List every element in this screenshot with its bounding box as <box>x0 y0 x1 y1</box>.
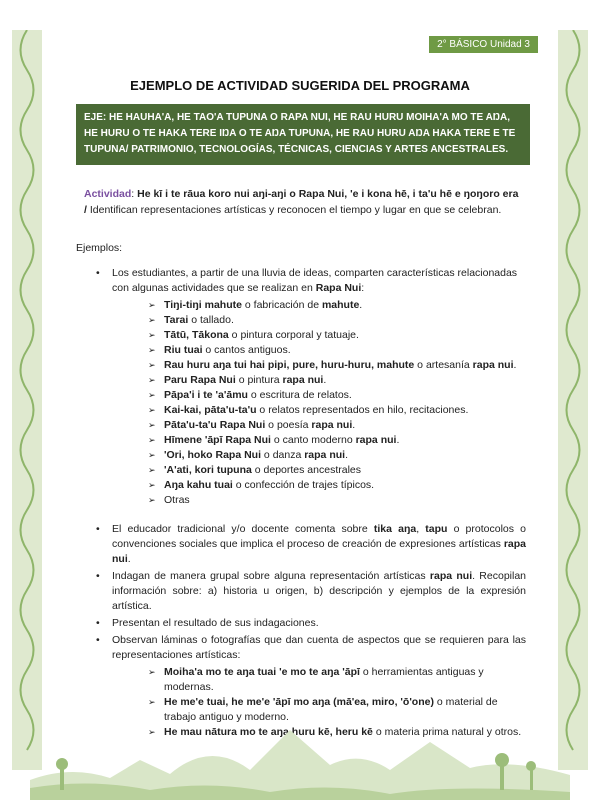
bullet-dot: • <box>96 523 100 535</box>
actividad-paragraph <box>84 186 520 218</box>
bullet-dot: • <box>96 634 100 646</box>
sub-item-bold: rapa nui <box>282 374 324 386</box>
sub-list-item <box>148 418 526 433</box>
list-item <box>96 266 526 296</box>
sub-item-bold: Paru Rapa Nui <box>164 374 236 386</box>
sub-item-bold: Tātū, Tākona <box>164 329 229 341</box>
sub-item-bold: rapa nui <box>304 449 346 461</box>
sub-item-bold: Kai-kai, pāta'u-ta'u <box>164 404 257 416</box>
arrow-bullet-icon: ➢ <box>148 360 156 370</box>
sub-item-text: Otras <box>164 494 190 506</box>
sub-list-item <box>148 343 526 358</box>
sub-item-bold: Hīmene 'āpī Rapa Nui <box>164 434 271 446</box>
eje-banner: EJE: HE HAUHA'A, HE TAO'A TUPUNA O RAPA NUI, HE RAU HURU MOIHA'A MO TE AŊA, HE HURU O TE HAKA TERE IŊA O TE AŊA TUPUNA, HE RAU HURU AŊA HAKA TERE E TE TUPUNA/ PATRIMONIO, TECNOLOGÍAS, TÉCNICAS, CIENCIAS Y ARTES ANCESTRALES. <box>76 104 530 165</box>
bullet-text: : <box>361 282 365 294</box>
sub-item-text: . <box>359 299 363 311</box>
arrow-bullet-icon: ➢ <box>148 480 156 490</box>
bullet-dot: • <box>96 267 100 279</box>
sub-item-bold: Pāpa'i i te 'a'āmu <box>164 389 248 401</box>
right-decorative-border <box>558 30 588 770</box>
actividad-colon: : <box>131 188 138 200</box>
sub-item-text: . <box>352 419 356 431</box>
sub-list-item <box>148 433 526 448</box>
sub-item-bold: Moiha'a mo te aŋa tuai 'e mo te aŋa 'āpī <box>164 666 360 678</box>
ejemplos-label: Ejemplos: <box>76 242 123 254</box>
bullet-list-1 <box>96 266 526 508</box>
sub-list-item <box>148 298 526 313</box>
sub-list-item <box>148 328 526 343</box>
sub-item-text: o canto moderno <box>270 434 356 446</box>
bullet-text: El educador tradicional y/o docente comenta sobre <box>112 523 374 535</box>
list-item <box>96 633 526 663</box>
sub-item-text: o poesía <box>265 419 312 431</box>
page-title: EJEMPLO DE ACTIVIDAD SUGERIDA DEL PROGRAMA <box>130 78 470 93</box>
arrow-bullet-icon: ➢ <box>148 345 156 355</box>
arrow-bullet-icon: ➢ <box>148 435 156 445</box>
arrow-bullet-icon: ➢ <box>148 697 156 707</box>
arrow-bullet-icon: ➢ <box>148 420 156 430</box>
arrow-bullet-icon: ➢ <box>148 315 156 325</box>
sub-item-text: o material de trabajo antiguo y moderno. <box>164 696 498 723</box>
actividad-label: Actividad <box>84 188 132 200</box>
sub-item-text: o escritura de relatos. <box>247 389 352 401</box>
list-item <box>96 616 526 631</box>
sub-list-item <box>148 448 526 463</box>
sub-item-text: o artesanía <box>414 359 473 371</box>
sub-item-bold: Pāta'u-ta'u Rapa Nui <box>164 419 266 431</box>
sub-item-text: o pintura corporal y tatuaje. <box>228 329 359 341</box>
sub-list-item <box>148 373 526 388</box>
sub-item-text: o herramientas antiguas y modernas. <box>164 666 484 693</box>
sub-list-item <box>148 358 526 373</box>
sub-item-text: o deportes ancestrales <box>251 464 361 476</box>
landscape-illustration <box>30 670 570 800</box>
left-decorative-border <box>12 30 42 770</box>
bullet-bold: rapa nui <box>112 538 526 565</box>
sub-item-text: . <box>345 449 348 461</box>
sub-item-bold: rapa nui <box>311 419 353 431</box>
bullet-bold: tapu <box>425 523 448 535</box>
sub-item-bold: 'Ori, hoko Rapa Nui <box>164 449 262 461</box>
sub-item-text: o danza <box>261 449 305 461</box>
bullet-dot: • <box>96 570 100 582</box>
sub-item-bold: mahute <box>321 299 360 311</box>
arrow-bullet-icon: ➢ <box>148 330 156 340</box>
sub-item-bold: Tiŋi-tiŋi mahute <box>164 299 242 311</box>
sub-list-item <box>148 493 526 508</box>
bullet-text: Observan láminas o fotografías que dan cuenta de aspectos que se requieren para las representaciones artísticas: <box>112 634 526 661</box>
sub-item-text: . <box>513 359 517 371</box>
sub-list-item <box>148 478 526 493</box>
sub-list-item <box>148 388 526 403</box>
arrow-bullet-icon: ➢ <box>148 667 156 677</box>
bullet-text: . <box>127 553 131 565</box>
sub-item-bold: He me'e tuai, he me'e 'āpī mo aŋa (mā'ea, miro, 'ō'one) <box>164 696 434 708</box>
sub-item-text: o relatos representados en hilo, recitaciones. <box>256 404 469 416</box>
actividad-spanish: Identifican representaciones artísticas y reconocen el tiempo y lugar en que se celebran. <box>89 204 502 216</box>
arrow-bullet-icon: ➢ <box>148 727 156 737</box>
arrow-bullet-icon: ➢ <box>148 405 156 415</box>
arrow-bullet-icon: ➢ <box>148 390 156 400</box>
arrow-bullet-icon: ➢ <box>148 375 156 385</box>
sub-item-text: o tallado. <box>188 314 234 326</box>
bullet-text: Indagan de manera grupal sobre alguna representación artísticas <box>112 570 430 582</box>
sub-list-item <box>148 403 526 418</box>
bullet-text: , <box>416 523 426 535</box>
sub-item-text: . <box>396 434 400 446</box>
bullet-dot: • <box>96 617 100 629</box>
sub-item-text: . <box>323 374 327 386</box>
arrow-bullet-icon: ➢ <box>148 300 156 310</box>
list-item <box>96 522 526 567</box>
sub-item-bold: rapa nui <box>472 359 514 371</box>
sub-item-bold: rapa nui <box>355 434 397 446</box>
sub-item-text: o confección de trajes típicos. <box>232 479 375 491</box>
sub-item-bold: He mau nātura mo te aŋa huru kē, heru kē <box>164 726 373 738</box>
sub-item-text: o cantos antiguos. <box>202 344 291 356</box>
sub-item-bold: Tarai <box>164 314 189 326</box>
bullet-bold: tika aŋa <box>373 523 417 535</box>
arrow-bullet-icon: ➢ <box>148 450 156 460</box>
sub-list-activities <box>148 298 526 508</box>
unit-badge: 2° BÁSICO Unidad 3 <box>429 36 538 53</box>
sub-item-text: o materia prima natural y otros. <box>372 726 522 738</box>
bullet-bold: rapa nui <box>429 570 473 582</box>
bullet-bold: Rapa Nui <box>315 282 362 294</box>
actividad-rapanui: He kī i te rāua koro nui aŋi-aŋi o Rapa Nui, 'e i kona hē, i ta'u hē e ŋoŋoro era / <box>84 188 519 216</box>
bullet-text: o protocolos o convenciones sociales que implica el proceso de creación de expresiones artísticas <box>112 523 526 550</box>
arrow-bullet-icon: ➢ <box>148 465 156 475</box>
sub-item-bold: Riu tuai <box>164 344 203 356</box>
bullet-text: Los estudiantes, a partir de una lluvia de ideas, comparten características relacionadas con algunas actividades que se realizan en <box>112 267 518 294</box>
sub-item-bold: 'A'ati, kori tupuna <box>164 464 252 476</box>
list-item <box>96 569 526 614</box>
sub-item-bold: Aŋa kahu tuai <box>164 479 233 491</box>
bullet-text: Presentan el resultado de sus indagaciones. <box>112 617 319 629</box>
sub-item-text: o pintura <box>235 374 283 386</box>
arrow-bullet-icon: ➢ <box>148 495 156 505</box>
sub-list-item <box>148 313 526 328</box>
sub-item-text: o fabricación de <box>241 299 322 311</box>
sub-list-item <box>148 463 526 478</box>
sub-item-bold: Rau huru aŋa tui hai pipi, pure, huru-huru, mahute <box>164 359 415 371</box>
bullet-text: . Recopilan información sobre: a) historia u origen, b) descripción y ejemplos de la expresión artística. <box>112 570 526 612</box>
